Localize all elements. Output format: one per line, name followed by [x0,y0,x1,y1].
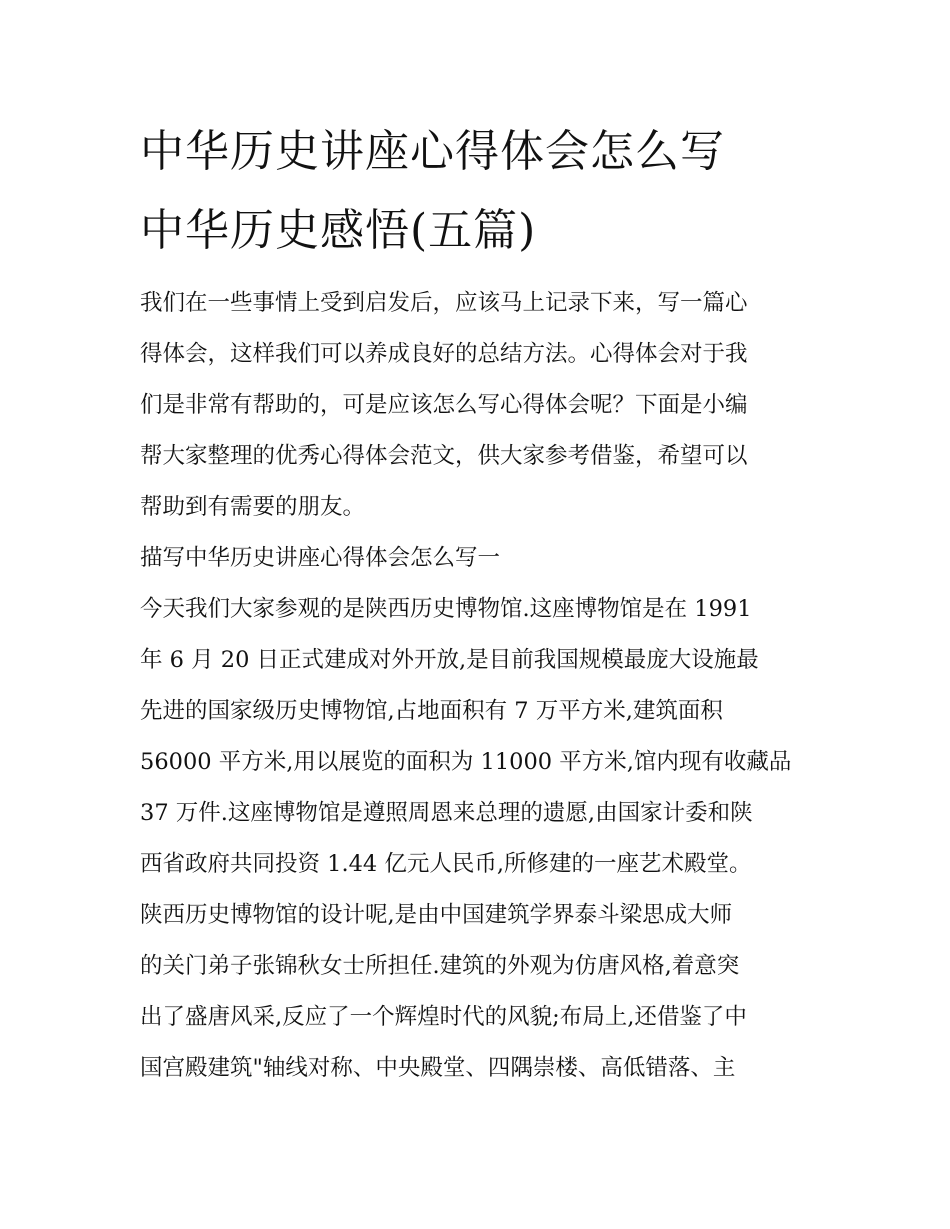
document-title [140,112,820,270]
section-line: 陕西历史博物馆的设计呢,是由中国建筑学界泰斗梁思成大师 [140,902,733,928]
intro-line: 我们在一些事情上受到启发后，应该马上记录下来，写一篇心 [140,290,748,316]
section-line: 先进的国家级历史博物馆,占地面积有 7 万平方米,建筑面积 [140,698,723,724]
section-line: 西省政府共同投资 1.44 亿元人民币,所修建的一座艺术殿堂。 [140,851,752,877]
section-line: 56000 平方米,用以展览的面积为 11000 平方米,馆内现有收藏品 [140,749,792,775]
intro-paragraph [140,278,820,533]
section-line: 年 6 月 20 日正式建成对外开放,是目前我国规模最庞大设施最 [140,647,759,673]
intro-line: 得体会，这样我们可以养成良好的总结方法。心得体会对于我 [140,341,748,367]
section-line: 今天我们大家参观的是陕西历史博物馆.这座博物馆是在 1991 [140,596,752,622]
section-paragraph [140,584,820,1094]
title-line-2: 中华历史感悟(五篇) [140,205,537,256]
document-body [140,278,820,1094]
section-line: 国宫殿建筑"轴线对称、中央殿堂、四隅崇楼、高低错落、主 [140,1055,736,1081]
section-line: 的关门弟子张锦秋女士所担任.建筑的外观为仿唐风格,着意突 [140,953,740,979]
section-line: 出了盛唐风采,反应了一个辉煌时代的风貌;布局上,还借鉴了中 [140,1004,747,1030]
intro-line: 帮助到有需要的朋友。 [140,494,366,520]
intro-line: 帮大家整理的优秀心得体会范文，供大家参考借鉴，希望可以 [140,443,748,469]
section-heading: 描写中华历史讲座心得体会怎么写一 [140,545,501,571]
title-line-1: 中华历史讲座心得体会怎么写 [140,126,725,177]
intro-line: 们是非常有帮助的，可是应该怎么写心得体会呢？下面是小编 [140,392,748,418]
section-line: 37 万件.这座博物馆是遵照周恩来总理的遗愿,由国家计委和陕 [140,800,753,826]
